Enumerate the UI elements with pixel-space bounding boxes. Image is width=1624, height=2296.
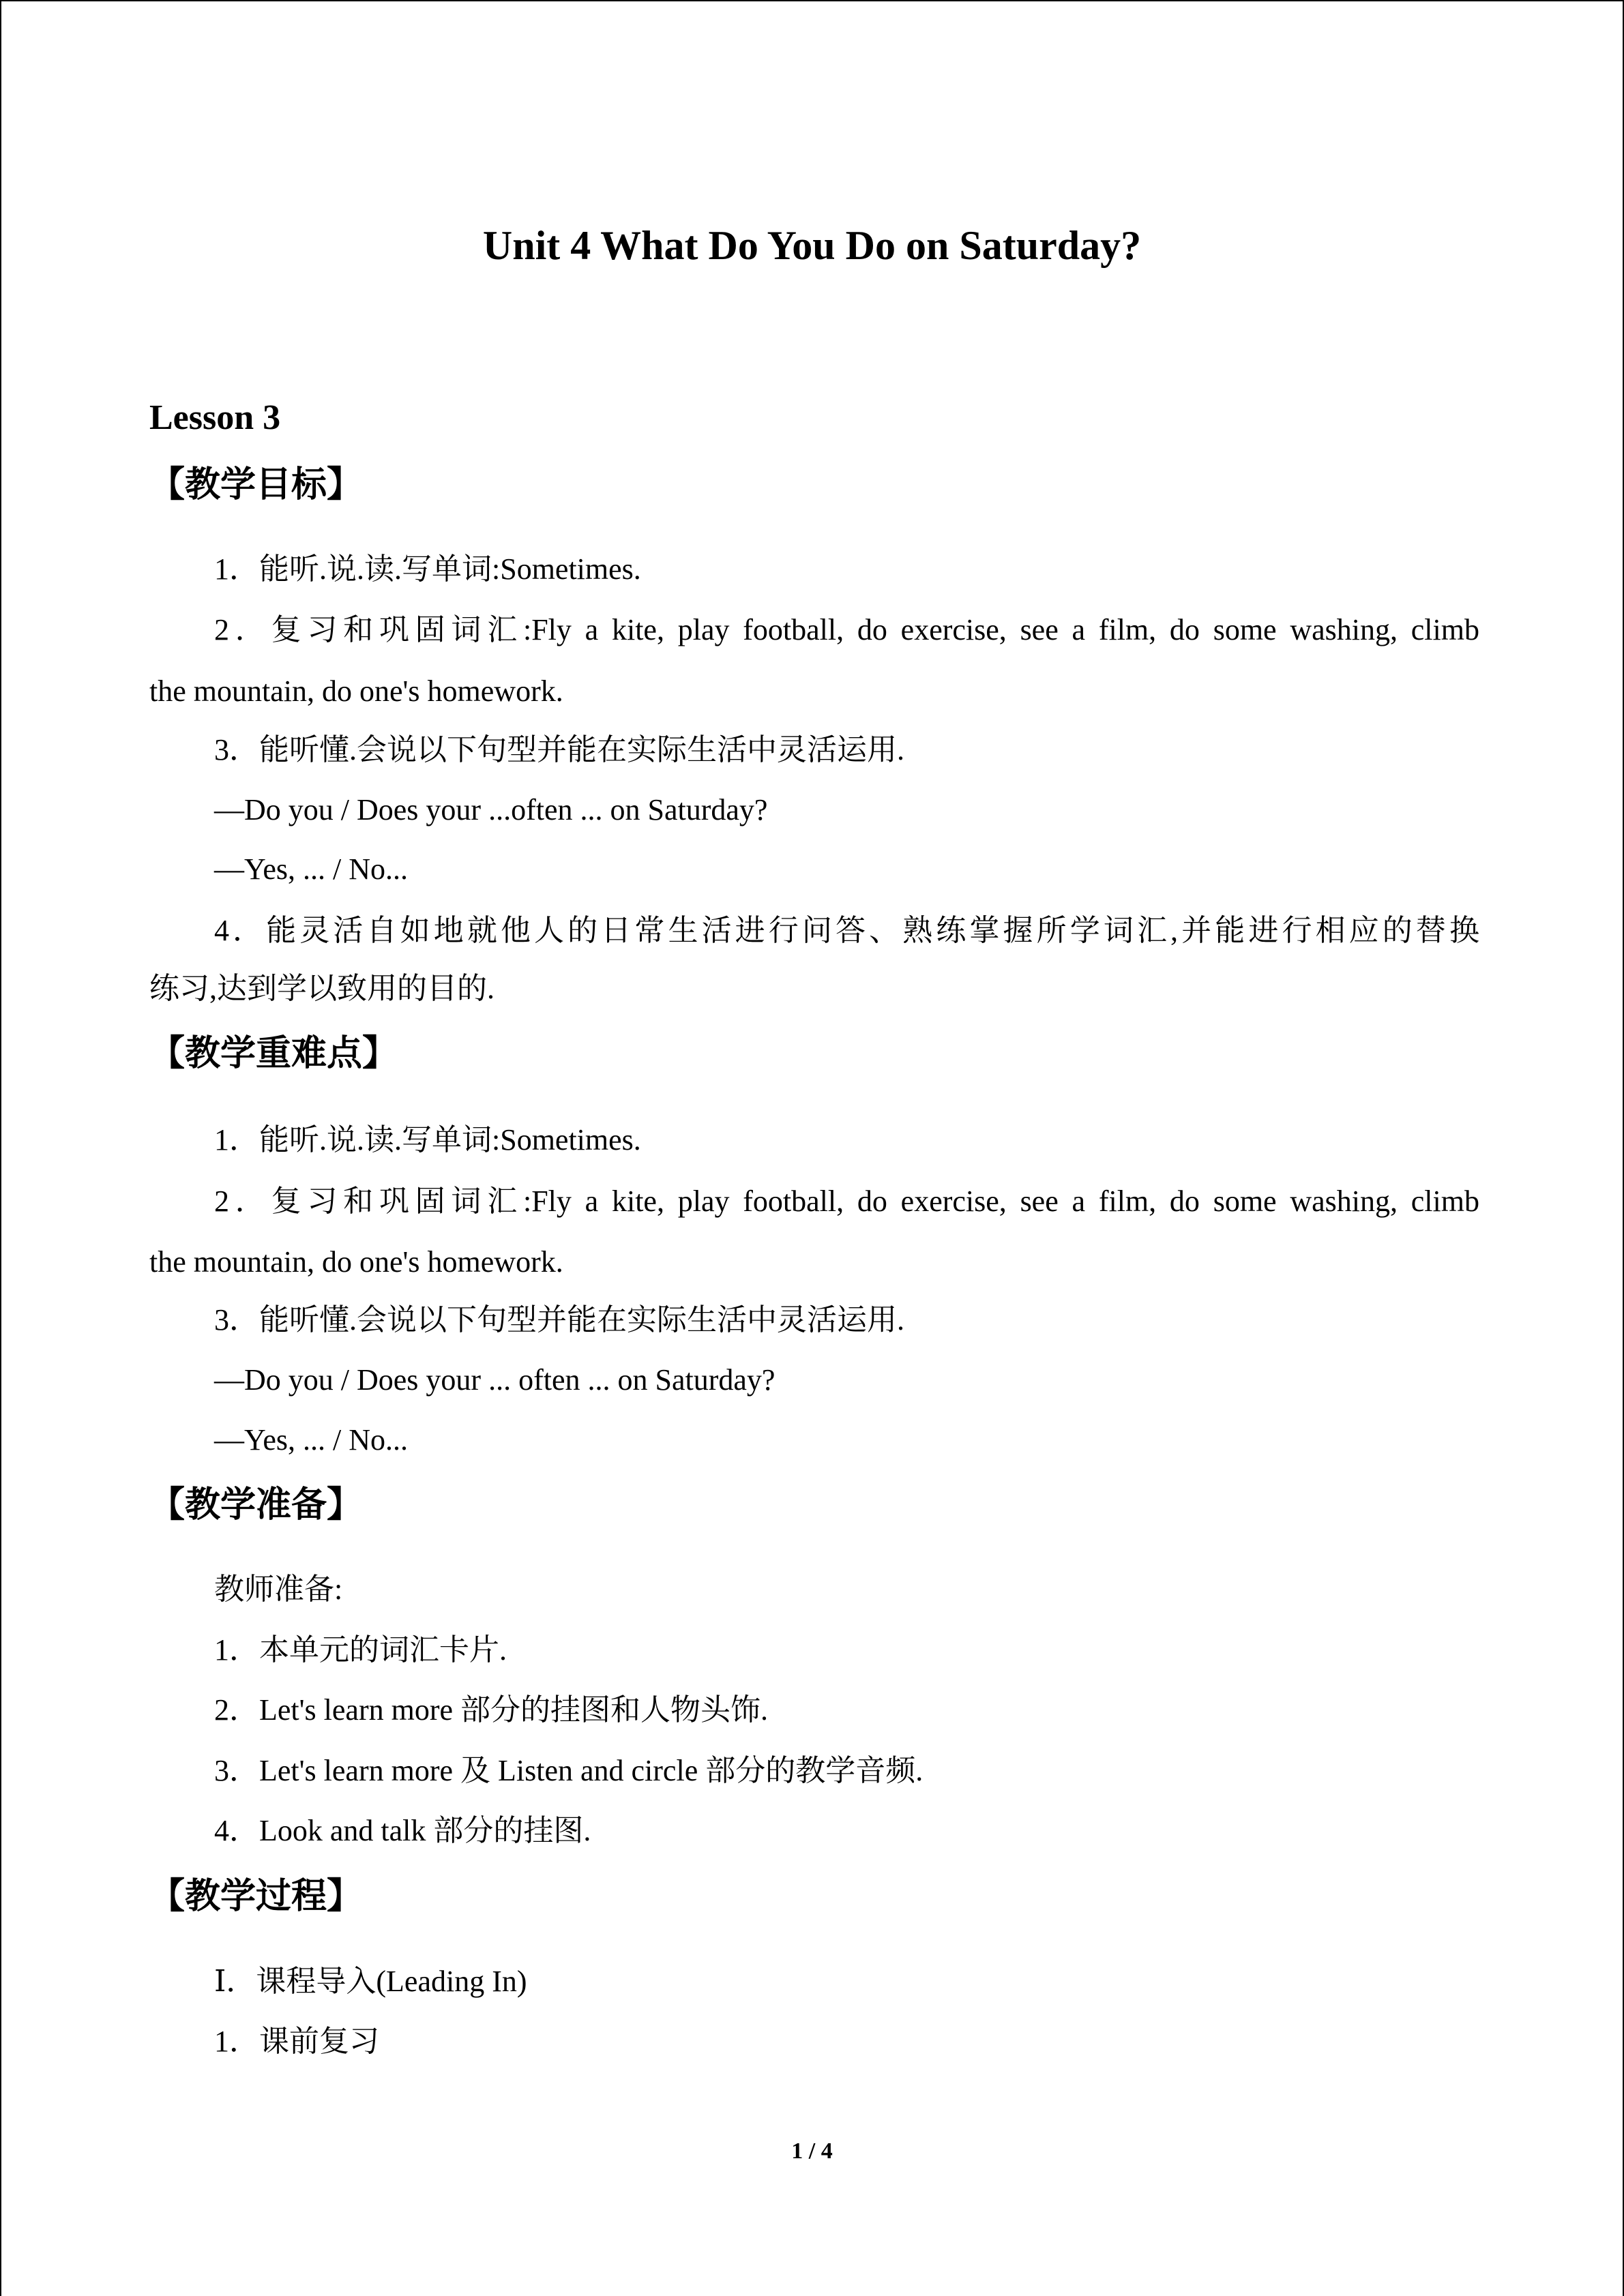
section-heading-key-points: 【教学重难点】: [149, 1033, 398, 1074]
lesson-label: Lesson 3: [149, 398, 281, 437]
section-heading-preparation: 【教学准备】: [149, 1485, 363, 1525]
preparation-line-4: 3．Let's learn more 及 Listen and circle 部分的教学音频.: [214, 1754, 924, 1787]
objectives-line-7: 4．能灵活自如地就他人的日常生活进行问答、熟练掌握所学词汇,并能进行相应的替换: [214, 914, 1479, 947]
objectives-line-1: 1．能听.说.读.写单词:Sometimes.: [214, 552, 641, 586]
process-line-1: Ⅰ．课程导入(Leading In): [214, 1965, 527, 1998]
objectives-line-8: 练习,达到学以致用的目的.: [149, 972, 494, 1005]
document-title: Unit 4 What Do You Do on Saturday?: [482, 223, 1142, 268]
preparation-line-2: 1．本单元的词汇卡片.: [214, 1633, 507, 1667]
objectives-line-6: —Yes, ... / No...: [214, 852, 409, 886]
objectives-line-5: —Do you / Does your ...often ... on Saturday?: [214, 793, 768, 826]
preparation-line-5: 4．Look and talk 部分的挂图.: [214, 1814, 591, 1847]
objectives-line-3: the mountain, do one's homework.: [149, 674, 563, 708]
objectives-line-2: 2．复习和巩固词汇:Fly a kite, play football, do exercise, see a film, do some washing, climb: [214, 613, 1479, 646]
key-points-line-2: 2．复习和巩固词汇:Fly a kite, play football, do exercise, see a film, do some washing, climb: [214, 1184, 1479, 1218]
objectives-line-4: 3．能听懂.会说以下句型并能在实际生活中灵活运用.: [214, 733, 904, 766]
key-points-line-4: 3．能听懂.会说以下句型并能在实际生活中灵活运用.: [214, 1303, 904, 1337]
key-points-line-1: 1．能听.说.读.写单词:Sometimes.: [214, 1123, 641, 1157]
preparation-line-3: 2．Let's learn more 部分的挂图和人物头饰.: [214, 1693, 769, 1727]
section-heading-objectives: 【教学目标】: [149, 464, 363, 505]
section-heading-process: 【教学过程】: [149, 1876, 363, 1917]
key-points-line-5: —Do you / Does your ... often ... on Saturday?: [214, 1363, 776, 1397]
key-points-line-6: —Yes, ... / No...: [214, 1423, 409, 1457]
page-number: 1 / 4: [791, 2138, 833, 2164]
preparation-line-1: 教师准备:: [214, 1572, 343, 1606]
key-points-line-3: the mountain, do one's homework.: [149, 1245, 563, 1279]
process-line-2: 1．课前复习: [214, 2025, 379, 2058]
